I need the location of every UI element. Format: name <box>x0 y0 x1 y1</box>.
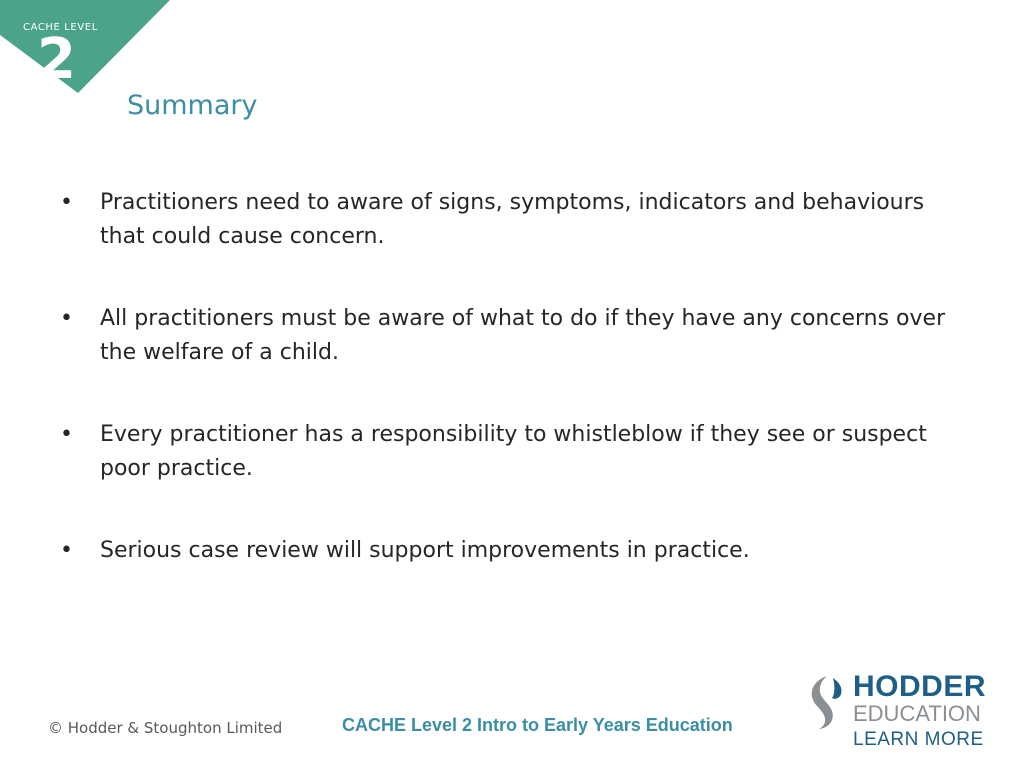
logo-line-hodder: HODDER <box>853 670 987 703</box>
bullet-text: Practitioners need to aware of signs, symptoms, indicators and behaviours that could cause concern. <box>100 190 925 249</box>
bullet-marker: • <box>60 422 73 447</box>
badge-number: 2 <box>37 27 76 92</box>
course-title: CACHE Level 2 Intro to Early Years Education <box>342 715 733 735</box>
logo-line-learn-more: LEARN MORE <box>853 729 984 750</box>
bullet-item <box>60 534 960 568</box>
hodder-swirl-icon <box>805 674 849 730</box>
bullet-marker: • <box>60 190 73 215</box>
hodder-education-logo <box>805 672 990 754</box>
bullet-marker: • <box>60 538 73 563</box>
bullet-text: Serious case review will support improvements in practice. <box>100 538 750 563</box>
badge-triangle-icon <box>0 0 175 95</box>
badge-label: CACHE LEVEL <box>23 22 98 33</box>
bullet-marker: • <box>60 306 73 331</box>
bullet-text: All practitioners must be aware of what to do if they have any concerns over the welfare of a child. <box>100 306 946 365</box>
copyright-text: © Hodder & Stoughton Limited <box>48 719 283 737</box>
level-badge <box>0 0 175 95</box>
bullet-item <box>60 302 960 370</box>
bullet-text: Every practitioner has a responsibility to whistleblow if they see or suspect poor practice. <box>100 422 927 481</box>
bullet-list <box>60 186 960 616</box>
logo-line-education: EDUCATION <box>853 701 981 726</box>
bullet-item <box>60 418 960 486</box>
slide-title: Summary <box>127 90 258 121</box>
bullet-item <box>60 186 960 254</box>
